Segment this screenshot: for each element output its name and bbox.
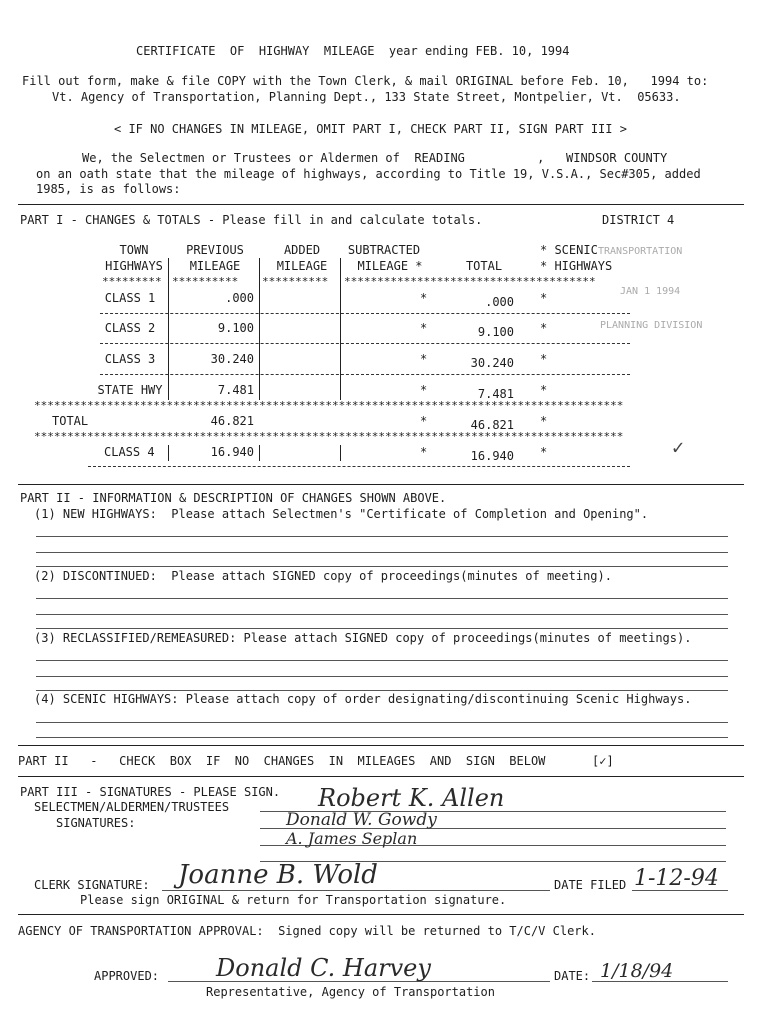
row-previous: 30.240	[210, 352, 254, 366]
write-line[interactable]	[36, 598, 728, 599]
write-line[interactable]	[36, 676, 728, 677]
row-previous: 9.100	[217, 321, 254, 335]
part2-item-3: (3) RECLASSIFIED/REMEASURED: Please attach SIGNED copy of proceedings(minutes of meetings).	[34, 631, 692, 645]
part2-item-4: (4) SCENIC HIGHWAYS: Please attach copy of order designating/discontinuing Scenic Highways.	[34, 692, 692, 706]
clerk-signature-line[interactable]	[162, 890, 550, 891]
divider	[18, 745, 744, 746]
part3-heading: PART III - SIGNATURES - PLEASE SIGN.	[20, 785, 281, 799]
divider	[18, 776, 744, 777]
selectmen-label: SELECTMEN/ALDERMEN/TRUSTEES	[34, 800, 230, 814]
write-line[interactable]	[36, 690, 728, 691]
date-filed-value: 1-12-94	[634, 866, 719, 891]
total-value: 46.821	[470, 418, 514, 432]
row-total: 7.481	[477, 387, 514, 401]
class4-previous: 16.940	[210, 445, 254, 459]
row-divider	[100, 374, 630, 375]
column-separator	[259, 258, 260, 400]
row-divider	[100, 313, 630, 314]
stamp-line-1: TRANSPORTATION	[598, 246, 683, 257]
selectman-signature-3: A. James Seplan	[286, 829, 418, 848]
header-stars-3: **********	[262, 275, 329, 288]
part2-item-2: (2) DISCONTINUED: Please attach SIGNED copy of proceedings(minutes of meeting).	[34, 569, 612, 583]
row-total: .000	[485, 295, 514, 309]
representative-label: Representative, Agency of Transportation	[206, 985, 495, 999]
row-scenic-star: *	[540, 445, 548, 459]
row-star: *	[420, 445, 428, 459]
stamp-line-2: JAN 1 1994	[620, 286, 681, 297]
header-highways: HIGHWAYS	[105, 259, 163, 273]
class4-total: 16.940	[470, 449, 514, 463]
write-line[interactable]	[36, 722, 728, 723]
column-separator	[259, 445, 260, 461]
stars-separator: *****************************************************************************************	[34, 399, 624, 412]
write-line[interactable]	[36, 628, 728, 629]
write-line[interactable]	[36, 566, 728, 567]
row-star: *	[420, 321, 428, 335]
header-added-mileage: MILEAGE	[276, 259, 328, 273]
row-total: 30.240	[470, 356, 514, 370]
certificate-title: CERTIFICATE OF HIGHWAY MILEAGE year ending FEB. 10, 1994	[136, 44, 570, 58]
row-star: *	[420, 352, 428, 366]
row-star: *	[420, 414, 428, 428]
sign-original-note: Please sign ORIGINAL & return for Transportation signature.	[80, 893, 507, 907]
header-subtracted: SUBTRACTED	[347, 243, 421, 257]
check-mark: ✓	[672, 435, 685, 459]
total-label: TOTAL	[52, 414, 89, 428]
column-separator	[168, 445, 169, 461]
total-previous: 46.821	[210, 414, 254, 428]
stars-separator: *****************************************************************************************	[34, 430, 624, 443]
approval-date-label: DATE:	[554, 969, 591, 983]
header-previous-mileage: MILEAGE	[189, 259, 241, 273]
header-stars-4: **************************************	[344, 275, 596, 288]
part2-heading: PART II - INFORMATION & DESCRIPTION OF CHANGES SHOWN ABOVE.	[20, 491, 447, 505]
clerk-signature-label: CLERK SIGNATURE:	[34, 878, 150, 892]
column-separator	[168, 258, 169, 400]
row-scenic-star: *	[540, 383, 548, 397]
divider	[18, 204, 744, 205]
row-scenic-star: *	[540, 291, 548, 305]
divider	[18, 914, 744, 915]
instructions-line-2: Vt. Agency of Transportation, Planning Dept., 133 State Street, Montpelier, Vt. 05633.	[52, 90, 681, 104]
column-separator	[340, 445, 341, 461]
no-changes-note: < IF NO CHANGES IN MILEAGE, OMIT PART I, CHECK PART II, SIGN PART III >	[114, 122, 627, 136]
header-stars-1: *********	[102, 275, 162, 288]
header-town: TOWN	[119, 243, 149, 257]
row-previous: 7.481	[217, 383, 254, 397]
row-star: *	[420, 383, 428, 397]
header-scenic: * SCENIC	[540, 243, 598, 257]
row-label: STATE HWY	[97, 383, 163, 397]
row-label: CLASS 3	[104, 352, 156, 366]
date-filed-label: DATE FILED	[554, 878, 627, 892]
approved-label: APPROVED:	[94, 969, 160, 983]
part2-check-line: PART II - CHECK BOX IF NO CHANGES IN MILEAGES AND SIGN BELOW	[18, 754, 546, 768]
write-line[interactable]	[36, 614, 728, 615]
write-line[interactable]	[36, 536, 728, 537]
header-added: ADDED	[283, 243, 321, 257]
header-previous: PREVIOUS	[186, 243, 244, 257]
header-subtracted-mileage: MILEAGE *	[357, 259, 423, 273]
approval-date-value: 1/18/94	[600, 960, 674, 982]
selectman-signature-2: Donald W. Gowdy	[286, 810, 437, 830]
row-total: 9.100	[477, 325, 514, 339]
row-label: CLASS 2	[104, 321, 156, 335]
header-scenic-highways: * HIGHWAYS	[540, 259, 613, 273]
row-label: CLASS 1	[104, 291, 156, 305]
instructions-line-1: Fill out form, make & file COPY with the Town Clerk, & mail ORIGINAL before Feb. 10, 1994 to:	[22, 74, 709, 88]
write-line[interactable]	[36, 737, 728, 738]
oath-line-1: We, the Selectmen or Trustees or Aldermen of READING , WINDSOR COUNTY	[82, 151, 668, 165]
write-line[interactable]	[36, 552, 728, 553]
agency-approval-line: AGENCY OF TRANSPORTATION APPROVAL: Signed copy will be returned to T/C/V Clerk.	[18, 924, 596, 938]
row-scenic-star: *	[540, 321, 548, 335]
oath-line-3: 1985, is as follows:	[36, 182, 181, 196]
column-separator	[340, 258, 341, 400]
row-star: *	[420, 291, 428, 305]
row-scenic-star: *	[540, 352, 548, 366]
oath-line-2: on an oath state that the mileage of highways, according to Title 19, V.S.A., Sec#305, added	[36, 167, 701, 181]
clerk-signature: Joanne B. Wold	[178, 860, 378, 890]
divider	[18, 484, 744, 485]
signatures-label: SIGNATURES:	[56, 816, 136, 830]
row-divider	[88, 466, 630, 467]
district-label: DISTRICT 4	[602, 213, 675, 227]
part2-item-1: (1) NEW HIGHWAYS: Please attach Selectmen's "Certificate of Completion and Opening".	[34, 507, 649, 521]
write-line[interactable]	[36, 660, 728, 661]
header-total: TOTAL	[465, 259, 503, 273]
no-changes-checkbox[interactable]: [✓]	[592, 754, 614, 768]
row-scenic-star: *	[540, 414, 548, 428]
approved-signature: Donald C. Harvey	[216, 954, 431, 982]
row-divider	[100, 343, 630, 344]
part1-heading: PART I - CHANGES & TOTALS - Please fill in and calculate totals.	[20, 213, 483, 227]
header-stars-2: **********	[172, 275, 239, 288]
stamp-line-3: PLANNING DIVISION	[600, 320, 703, 331]
class4-label: CLASS 4	[104, 445, 155, 459]
selectman-signature-1: Robert K. Allen	[318, 784, 505, 812]
row-previous: .000	[225, 291, 254, 305]
